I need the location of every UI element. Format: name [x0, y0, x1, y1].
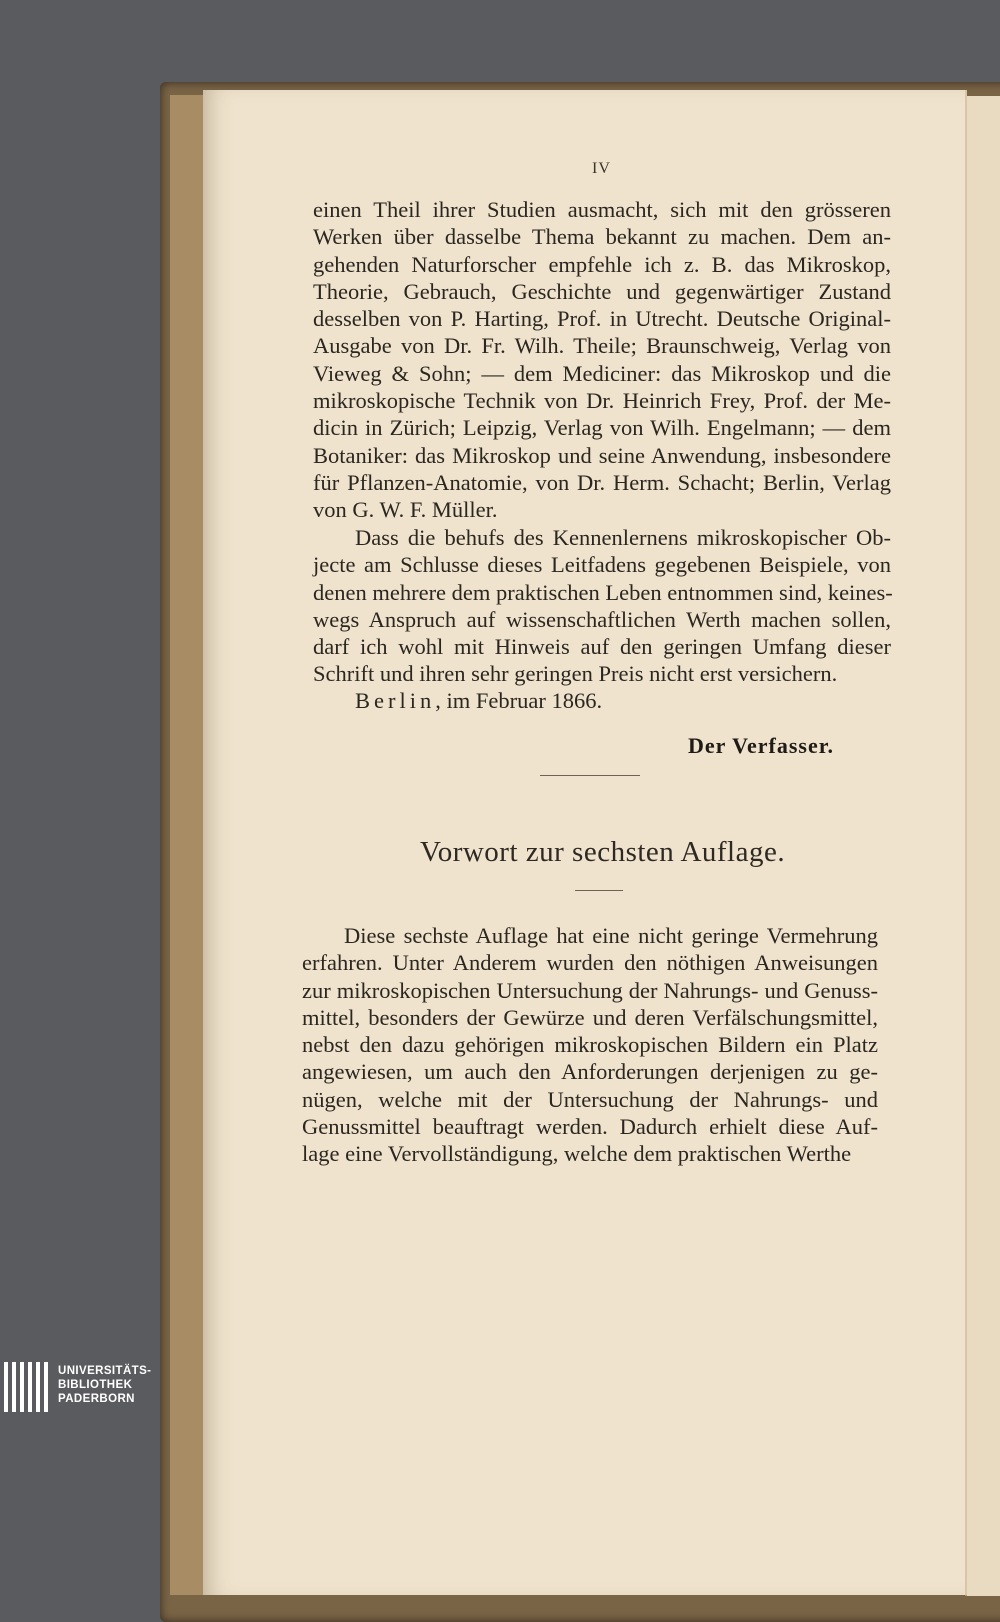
text-line: mikroskopische Technik von Dr. Heinrich Frey, Prof. der Me-	[313, 388, 891, 414]
text-line: von G. W. F. Müller.	[313, 497, 498, 523]
text-line: jecte am Schlusse dieses Leitfadens gegebenen Beispiele, von	[313, 552, 891, 578]
text-line: für Pflanzen-Anatomie, von Dr. Herm. Schacht; Berlin, Verlag	[313, 469, 891, 495]
logo-bars-icon	[2, 1362, 48, 1418]
text-line: einen Theil ihrer Studien ausmacht, sich mit den grösseren	[313, 197, 891, 222]
text-line: dicin in Zürich; Leipzig, Verlag von Wilh. Engelmann; — dem	[313, 415, 891, 441]
heading-rule	[575, 890, 623, 891]
text-line: gehenden Naturforscher empfehle ich z. B. das Mikroskop,	[313, 251, 891, 277]
text-line: erfahren. Unter Anderem wurden den nöthigen Anweisungen	[302, 950, 878, 976]
divider-rule	[540, 775, 640, 776]
text-line: mittel, besonders der Gewürze und deren Verfälschungsmittel,	[302, 1004, 878, 1030]
logo-text	[58, 1364, 151, 1406]
dateline-rest: , im Februar 1866.	[435, 688, 603, 713]
text-line: Schrift und ihren sehr geringen Preis nicht erst versichern.	[313, 661, 838, 687]
text-line: Ausgabe von Dr. Fr. Wilh. Theile; Braunschweig, Verlag von	[313, 333, 891, 359]
text-line: Diese sechste Auflage hat eine nicht geringe Vermehrung	[344, 923, 878, 948]
text-line: Vieweg & Sohn; — dem Mediciner: das Mikroskop und die	[313, 360, 891, 386]
paragraph-3	[302, 922, 878, 1168]
text-line: angewiesen, um auch den Anforderungen derjenigen zu ge-	[302, 1059, 878, 1085]
paragraph-1	[313, 196, 891, 524]
text-line: wegs Anspruch auf wissenschaftlichen Werth machen sollen,	[313, 606, 891, 632]
logo-line-2: BIBLIOTHEK	[58, 1379, 133, 1391]
dateline	[313, 687, 891, 714]
text-line: lage eine Vervollständigung, welche dem praktischen Werthe	[302, 1141, 852, 1167]
text-line: desselben von P. Harting, Prof. in Utrecht. Deutsche Original-	[313, 306, 891, 332]
text-line: nebst den dazu gehörigen mikroskopischen Bildern ein Platz	[302, 1032, 878, 1058]
logo-line-3: PADERBORN	[58, 1393, 135, 1405]
text-line: darf ich wohl mit Hinweis auf den geringen Umfang dieser	[313, 634, 891, 660]
facing-page-edge	[965, 96, 1000, 1596]
section-heading: Vorwort zur sechsten Auflage.	[420, 836, 786, 868]
dateline-place: Berlin	[355, 688, 436, 713]
page-number: IV	[592, 160, 611, 177]
text-line: Theorie, Gebrauch, Geschichte und gegenwärtiger Zustand	[313, 278, 891, 304]
logo-line-1: UNIVERSITÄTS-	[58, 1365, 152, 1377]
text-line: zur mikroskopischen Untersuchung der Nahrungs- und Genuss-	[302, 977, 878, 1003]
paragraph-2	[313, 524, 891, 688]
text-line: Dass die behufs des Kennenlernens mikroskopischer Ob-	[355, 525, 891, 550]
text-line: Werken über dasselbe Thema bekannt zu machen. Dem an-	[313, 224, 891, 250]
library-logo	[2, 1358, 162, 1418]
text-line: nügen, welche mit der Untersuchung der Nahrungs- und	[302, 1086, 878, 1112]
signature: Der Verfasser.	[688, 733, 834, 758]
text-line: Genussmittel beauftragt werden. Dadurch erhielt diese Auf-	[302, 1114, 878, 1140]
text-line: Botaniker: das Mikroskop und seine Anwendung, insbesondere	[313, 442, 891, 468]
text-line: denen mehrere dem praktischen Leben entnommen sind, keines-	[313, 579, 893, 605]
